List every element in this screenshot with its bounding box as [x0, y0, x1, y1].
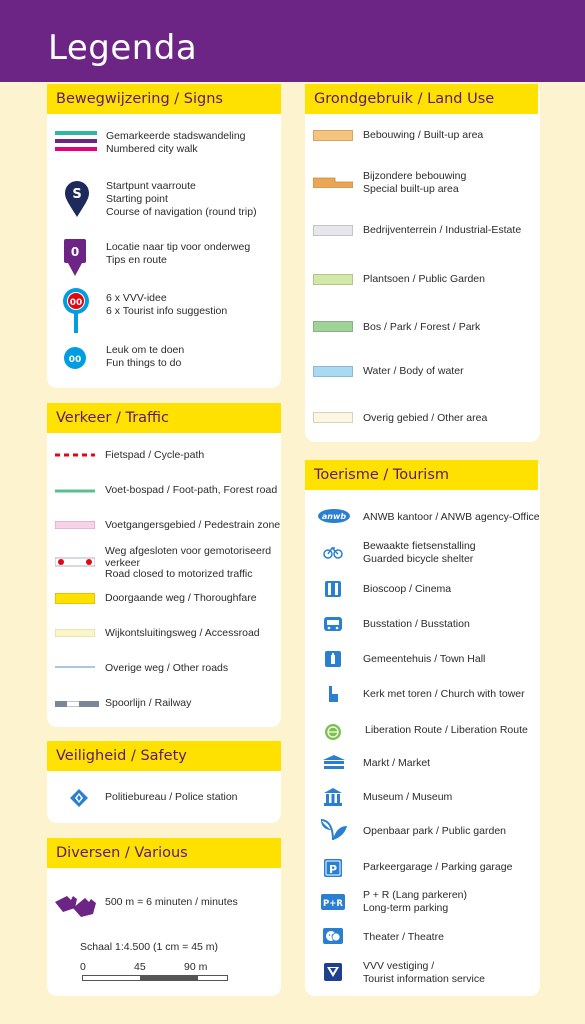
tourism-card	[305, 460, 540, 996]
land-use-public-garden: Plantsoen / Public Garden	[363, 273, 485, 285]
other-area-swatch	[313, 412, 353, 423]
signs-item-tip-location: Locatie naar tip voor onderweg Tips en route	[106, 241, 251, 266]
traffic-item-pedestrian-zone: Voetgangersgebied / Pedestrain zone	[105, 519, 281, 531]
land-use-special-built-up: Bijzondere bebouwing Special built-up area	[363, 170, 467, 195]
page-title: Legenda	[48, 28, 198, 68]
signs-card	[47, 84, 281, 388]
park-and-ride-icon	[321, 894, 345, 910]
public-garden-swatch	[313, 274, 353, 285]
police-icon	[69, 788, 89, 808]
tourism-item-cinema: Bioscoop / Cinema	[363, 583, 452, 595]
tip-location-glyph: 0	[70, 245, 80, 259]
traffic-item-cycle-path: Fietspad / Cycle-path	[105, 449, 205, 461]
land-use-industrial: Bedrijventerrein / Industrial-Estate	[363, 224, 522, 236]
page-header	[0, 0, 585, 82]
church-icon	[327, 686, 339, 702]
traffic-item-footpath: Voet-bospad / Foot-path, Forest road	[105, 484, 278, 496]
tourism-item-theatre: Theater / Theatre	[363, 931, 444, 943]
tourism-item-bicycle-shelter: Bewaakte fietsenstalling Guarded bicycle shelter	[363, 540, 476, 565]
anwb-icon	[317, 508, 351, 524]
scale-tick-0: 0	[80, 961, 86, 973]
museum-icon	[324, 788, 342, 806]
town-hall-icon	[325, 651, 341, 667]
start-point-glyph: S	[72, 187, 82, 202]
thoroughfare-icon	[55, 593, 95, 604]
railway-icon	[55, 701, 99, 707]
traffic-item-thoroughfare: Doorgaande weg / Thoroughfare	[105, 592, 257, 604]
safety-card	[47, 741, 281, 823]
fun-things-dot-icon	[63, 346, 87, 370]
vvv-idea-glyph: 00	[69, 298, 83, 308]
tourism-item-market: Markt / Market	[363, 757, 431, 769]
signs-item-city-walk: Gemarkeerde stadswandeling Numbered city walk	[106, 130, 246, 155]
built-up-swatch	[313, 130, 353, 141]
traffic-item-railway: Spoorlijn / Railway	[105, 697, 192, 709]
scale-tick-45: 45	[134, 961, 146, 973]
traffic-item-closed-road: Weg afgesloten voor gemotoriseerd verkeer Road closed to motorized traffic	[105, 545, 272, 580]
svg-text:P+R: P+R	[323, 899, 343, 909]
bus-station-icon	[324, 617, 342, 631]
cycle-path-icon	[55, 453, 95, 457]
walk-time-label: 500 m = 6 minuten / minutes	[105, 896, 238, 908]
pedestrian-zone-icon	[55, 521, 95, 529]
tourism-item-park-and-ride: P + R (Lang parkeren) Long-term parking	[363, 889, 467, 914]
traffic-item-access-road: Wijkontsluitingsweg / Accessroad	[105, 627, 260, 639]
vvv-idea-pin-icon	[62, 287, 90, 335]
tourism-item-town-hall: Gemeentehuis / Town Hall	[363, 653, 486, 665]
tip-location-pin-icon	[64, 239, 86, 277]
traffic-item-other-road: Overige weg / Other roads	[105, 662, 229, 674]
svg-text:anwb: anwb	[321, 512, 347, 521]
land-use-built-up: Bebouwing / Built-up area	[363, 129, 484, 141]
tourism-item-bus-station: Busstation / Busstation	[363, 618, 470, 630]
footpath-icon	[55, 489, 95, 493]
closed-road-icon	[55, 557, 95, 567]
traffic-card	[47, 403, 281, 727]
signs-item-fun-things: Leuk om te doen Fun things to do	[106, 344, 185, 369]
tourism-item-public-park: Openbaar park / Public garden	[363, 825, 507, 837]
theatre-icon	[323, 928, 343, 944]
start-point-pin-icon	[64, 180, 90, 218]
traffic-title: Verkeer / Traffic	[47, 403, 281, 433]
land-use-title: Grondgebruik / Land Use	[305, 84, 538, 114]
safety-title: Veiligheid / Safety	[47, 741, 281, 771]
tourism-item-liberation-route: Liberation Route / Liberation Route	[365, 724, 528, 736]
land-use-card	[305, 84, 540, 442]
vvv-office-icon	[324, 963, 342, 981]
bicycle-shelter-icon	[323, 545, 343, 559]
water-swatch	[313, 366, 353, 377]
access-road-icon	[55, 629, 95, 637]
tourism-item-museum: Museum / Museum	[363, 791, 453, 803]
other-road-icon	[55, 665, 95, 669]
scale-tick-90: 90 m	[184, 961, 208, 973]
liberation-route-icon	[324, 723, 342, 741]
tourism-title: Toerisme / Tourism	[305, 460, 538, 490]
footsteps-icon	[53, 886, 99, 918]
tourism-item-parking-garage: Parkeergarage / Parking garage	[363, 861, 513, 873]
various-card	[47, 838, 281, 996]
land-use-other-area: Overig gebied / Other area	[363, 412, 488, 424]
tourism-item-anwb: ANWB kantoor / ANWB agency-Office	[363, 511, 540, 523]
scale-bar	[82, 974, 228, 982]
tourism-item-church: Kerk met toren / Church with tower	[363, 688, 525, 700]
various-title: Diversen / Various	[47, 838, 281, 868]
scale-label: Schaal 1:4.500 (1 cm = 45 m)	[80, 941, 219, 953]
land-use-water: Water / Body of water	[363, 365, 464, 377]
public-park-icon	[319, 818, 349, 842]
signs-item-start-point: Startpunt vaarroute Starting point Course of navigation (round trip)	[106, 180, 257, 218]
svg-text:P: P	[328, 863, 338, 876]
parking-garage-icon	[324, 859, 342, 877]
land-use-forest-park: Bos / Park / Forest / Park	[363, 321, 481, 333]
safety-item-police: Politiebureau / Police station	[105, 791, 238, 803]
industrial-swatch	[313, 225, 353, 236]
city-walk-stripes-icon	[55, 131, 97, 153]
market-icon	[323, 755, 345, 771]
fun-things-glyph: 00	[68, 355, 82, 365]
cinema-icon	[325, 581, 341, 597]
tourism-item-vvv-office: VVV vestiging / Tourist information service	[363, 960, 485, 985]
signs-title: Bewegwijzering / Signs	[47, 84, 281, 114]
special-built-up-swatch	[313, 176, 353, 188]
forest-park-swatch	[313, 321, 353, 332]
signs-item-vvv-idea: 6 x VVV-idee 6 x Tourist info suggestion	[106, 292, 228, 317]
